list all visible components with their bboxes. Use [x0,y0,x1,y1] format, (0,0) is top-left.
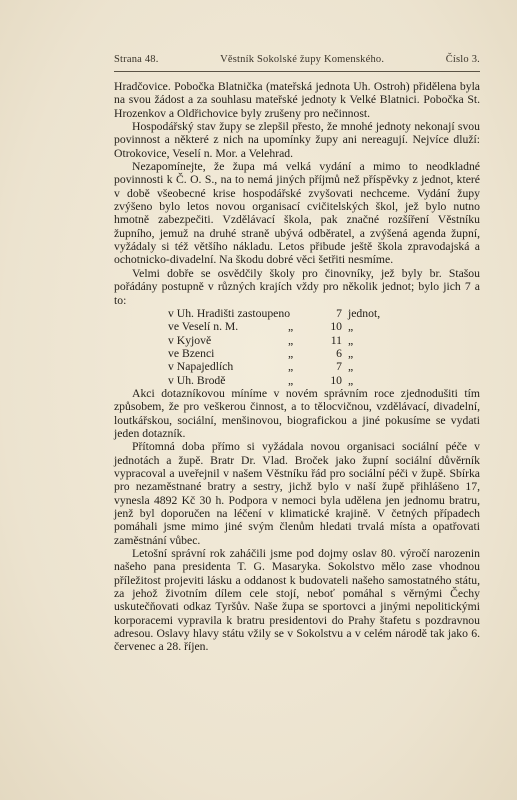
school-unit: „ [348,333,354,347]
school-count: 11 [330,333,342,347]
paragraph-celebrations: Letošní správní rok zaháčili jsme pod dojmy oslav 80. výročí narozenin našeho pana presidenta T. G. Masaryka. Sokolstvo mělo zase vhodnou příležitost projeviti lásku a oddanost k budovateli našeho samostatného státu, za jehož životním dílem cele stojí, neboť pomáhal s věrnými Čechy uskutečňovati odkaz Tyršův. Naše župa se sportovci a jinými nepolitickými korporacemi vypravila k bratru presidentovi do Prahy štafetu s pozdravnou adresou. Oslavy hlavy státu vžily se v Sokolstvu a v celém národě tak jako 6. červenec a 28. říjen. [114,547,480,654]
schools-table [114,307,480,387]
school-count: 10 [330,320,342,334]
school-count: 10 [330,373,342,387]
school-place: v Kyjově [168,333,212,347]
school-unit: jednot, [348,306,381,320]
ditto-mark: „ [288,360,294,374]
ditto-mark: „ [288,373,294,387]
school-place: v Uh. Hradišti zastoupeno [168,306,291,320]
paragraph-social-care: Přítomná doba přímo si vyžádala novou organisaci sociální péče v jednotách a župě. Bratr Dr. Vlad. Broček jako župní sociální důvěrník vypracoval a uveřejnil v našem Věstníku řád pro sociální péči v župě. Sbírka pro nezaměstnané bratry a sestry, jichž bylo v naší župě přihlášeno 17, vynesla 4892 Kč 30 h. Podpora v nemoci byla udělena jen jednomu bratru, jenž byl doporučen na léčení v klimatické krajině. V četných případech pomáhali jsme mimo jiné svým členům hledati trvalá místa a opatřovati zaměstnání vůbec. [114,440,480,547]
school-place: ve Veselí n. M. [168,320,239,334]
school-place: v Uh. Brodě [168,373,226,387]
table-row [114,374,480,387]
paragraph-branches: Hradčovice. Pobočka Blatnička (mateřská jednota Uh. Ostroh) přidělena byla na svou žádost a za souhlasu mateřské jednoty k Velké Blatnici. Pobočka St. Hrozenkov a Oldřichovice byly zrušeny pro nečinnost. [114,80,480,120]
school-place: ve Bzenci [168,346,215,360]
header-rule [114,71,480,72]
school-unit: „ [348,320,354,334]
school-count: 7 [336,360,342,374]
school-unit: „ [348,373,354,387]
school-unit: „ [348,360,354,374]
school-place: v Napajedlích [168,360,234,374]
running-header [114,54,480,65]
table-row [114,320,480,333]
ditto-mark: „ [288,333,294,347]
journal-title: Věstník Sokolské župy Komenského. [220,54,385,65]
issue-number: Číslo 3. [445,54,480,65]
school-unit: „ [348,346,354,360]
table-row [114,334,480,347]
paragraph-economy: Hospodářský stav župy se zlepšil přesto, že mnohé jednoty nekonají svou povinnost a některé z nich na upomínky župy ani nereagují. Nejvíce dluží: Otrokovice, Veselí n. Mor. a Velehrad. [114,120,480,160]
school-count: 6 [336,346,342,360]
school-count: 7 [336,306,342,320]
table-row [114,360,480,373]
page-number: Strana 48. [114,54,159,65]
table-row [114,347,480,360]
table-row [114,307,480,320]
paragraph-expenses: Nezapomínejte, že župa má velká vydání a mimo to neodkladné povinnosti k Č. O. S., na to nemá jiných příjmů než příspěvky z jednot, které v době všeobecné krise hospodářské zvyšovati nechceme. Vydání župy zvýšeno bylo letos novou organisací cvičitelských škol, jež bylo nutno hmotně zabezpečiti. Vzdělávací škola, pak značné rozšíření Věstníku župního, jemuž na druhé straně ubývá odběratel, a zvýšená agenda župní, vyžádaly si též většího nákladu. Letos přibude ještě škola zpravodajská a ochotnicko-divadelní. Na škodu dobré věci šetřiti nesmíme. [114,160,480,267]
ditto-mark [288,307,316,320]
ditto-mark: „ [288,346,294,360]
paragraph-schools: Velmi dobře se osvědčily školy pro činovníky, jež byly br. Stašou pořádány postupně v různých krajích vždy pro několik jednot; bylo jich 7 a to: [114,266,480,307]
paragraph-questionnaire: Akci dotazníkovou míníme v novém správním roce zjednodušiti tím způsobem, že pro veškerou činnost, a to tělocvičnou, vzdělávací, divadelní, loutkářskou, sociální, menšinovou, biografickou a jiné pokusíme se vydati jeden dotazník. [114,386,480,440]
page-body [114,80,480,654]
ditto-mark: „ [288,320,294,334]
